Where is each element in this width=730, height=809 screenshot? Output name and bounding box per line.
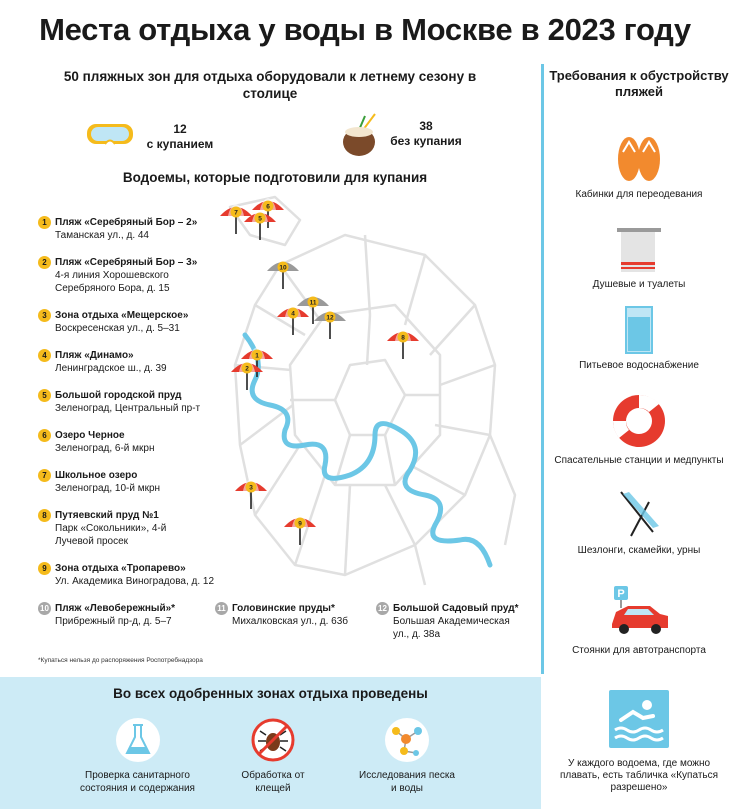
check-item bbox=[70, 717, 205, 795]
check-item bbox=[357, 717, 457, 795]
spot-address: Зеленоград, Центральный пр-т bbox=[55, 403, 201, 414]
requirement-label: Кабинки для переодевания bbox=[575, 189, 703, 200]
page-title: Места отдыха у воды в Москве в 2023 году bbox=[39, 12, 691, 47]
divider bbox=[541, 64, 544, 674]
spot-address: Ул. Академика Виноградова, д. 12 bbox=[55, 576, 215, 587]
requirement-label: Питьевое водоснабжение bbox=[579, 360, 699, 371]
spot-address: Ленинградское ш., д. 39 bbox=[55, 363, 167, 374]
spot-name: Зона отдыха «Тропарево» bbox=[55, 563, 186, 574]
moscow-map bbox=[225, 195, 525, 590]
spot-number: 6 bbox=[38, 429, 51, 442]
svg-text:7: 7 bbox=[234, 209, 238, 217]
spot-number: 1 bbox=[38, 216, 51, 229]
svg-text:1: 1 bbox=[255, 352, 259, 360]
stat-bathing-label: с купанием bbox=[146, 137, 214, 151]
stat-bathing bbox=[140, 122, 220, 152]
spot-number: 4 bbox=[38, 349, 51, 362]
requirement-item bbox=[548, 488, 730, 557]
umbrella-pin-icon bbox=[233, 477, 269, 511]
requirement-item bbox=[548, 305, 730, 372]
spot-item bbox=[42, 216, 225, 242]
requirement-item bbox=[548, 134, 730, 201]
stat-no-bathing-count: 38 bbox=[419, 119, 433, 133]
lifebuoy-icon bbox=[607, 392, 671, 450]
flip-flops-icon bbox=[609, 134, 669, 184]
spot-address: Парк «Сокольники», 4-й Лучевой просек bbox=[55, 523, 167, 547]
spot-address: Таманская ул., д. 44 bbox=[55, 230, 149, 241]
spot-number: 7 bbox=[38, 469, 51, 482]
check-item bbox=[228, 717, 318, 795]
svg-text:10: 10 bbox=[279, 264, 287, 272]
spot-name: Пляж «Левобережный»* bbox=[55, 603, 176, 614]
spot-number: 3 bbox=[38, 309, 51, 322]
stat-bathing-count: 12 bbox=[173, 122, 187, 136]
coconut-drink-icon bbox=[335, 112, 383, 158]
svg-text:11: 11 bbox=[309, 299, 317, 307]
spot-address: Большая Академическая ул., д. 38а bbox=[393, 616, 510, 640]
requirement-item bbox=[548, 584, 730, 657]
spot-name: Большой Садовый пруд* bbox=[393, 603, 519, 614]
water-glass-icon bbox=[609, 305, 669, 355]
spot-name: Путяевский пруд №1 bbox=[55, 510, 159, 521]
svg-text:4: 4 bbox=[291, 310, 295, 318]
svg-text:P: P bbox=[617, 588, 625, 600]
svg-text:9: 9 bbox=[298, 520, 302, 528]
svg-text:8: 8 bbox=[401, 334, 405, 342]
svg-text:2: 2 bbox=[245, 365, 249, 373]
spot-name: Головинские пруды* bbox=[232, 603, 335, 614]
umbrella-pin-icon bbox=[312, 307, 348, 341]
spot-address: Зеленоград, 6-й мкрн bbox=[55, 443, 155, 454]
towel-icon bbox=[609, 226, 669, 274]
bottom-title: Во всех одобренных зонах отдыха проведены bbox=[113, 686, 428, 701]
spot-item bbox=[40, 602, 210, 628]
goggles-icon bbox=[85, 118, 135, 150]
spot-number: 5 bbox=[38, 389, 51, 402]
spot-number: 12 bbox=[376, 602, 389, 615]
swim-sign-note bbox=[548, 690, 730, 794]
requirement-label: Спасательные станции и медпункты bbox=[554, 455, 724, 466]
spot-address: Михалковская ул., д. 63б bbox=[232, 616, 348, 627]
subtitle: 50 пляжных зон для отдыха оборудовали к летнему сезону в столице bbox=[63, 69, 477, 101]
requirement-item bbox=[548, 226, 730, 291]
molecule-icon bbox=[384, 717, 430, 763]
requirement-label: Шезлонги, скамейки, урны bbox=[577, 545, 701, 556]
requirement-label: Душевые и туалеты bbox=[592, 279, 686, 290]
spot-item bbox=[42, 469, 225, 495]
deck-chair-icon bbox=[609, 488, 669, 540]
svg-text:5: 5 bbox=[258, 215, 262, 223]
requirement-label: Стоянки для автотранспорта bbox=[572, 645, 706, 656]
parking-car-icon bbox=[604, 584, 674, 640]
spot-item bbox=[217, 602, 352, 628]
umbrella-pin-icon bbox=[385, 327, 421, 361]
spot-name: Зона отдыха «Мещерское» bbox=[55, 310, 189, 321]
svg-text:3: 3 bbox=[249, 484, 253, 492]
spot-number: 9 bbox=[38, 562, 51, 575]
umbrella-pin-icon bbox=[282, 513, 318, 547]
spot-item bbox=[42, 256, 220, 295]
spot-address: Прибрежный пр-д, д. 5–7 bbox=[55, 616, 172, 627]
spot-item bbox=[42, 309, 225, 335]
spot-name: Пляж «Динамо» bbox=[55, 350, 134, 361]
spot-name: Пляж «Серебряный Бор – 2» bbox=[55, 217, 198, 228]
swimmer-icon bbox=[609, 690, 669, 748]
spot-number: 10 bbox=[38, 602, 51, 615]
stat-no-bathing bbox=[384, 119, 468, 149]
spot-name: Озеро Черное bbox=[55, 430, 125, 441]
spots-title: Водоемы, которые подготовили для купания bbox=[122, 170, 428, 185]
spot-item bbox=[42, 389, 230, 415]
spot-item bbox=[42, 562, 235, 588]
spot-address: Зеленоград, 10-й мкрн bbox=[55, 483, 161, 494]
umbrella-pin-icon bbox=[275, 303, 311, 337]
umbrella-pin-icon bbox=[242, 208, 278, 242]
spot-item bbox=[378, 602, 528, 641]
footnote: *Купаться нельзя до распоряжения Роспотребнадзора bbox=[38, 657, 203, 664]
stat-no-bathing-label: без купания bbox=[390, 134, 462, 148]
no-tick-icon bbox=[250, 717, 296, 763]
requirement-item bbox=[548, 392, 730, 467]
spot-number: 2 bbox=[38, 256, 51, 269]
bottom-panel bbox=[0, 677, 541, 809]
swim-sign-text: У каждого водоема, где можно плавать, есть табличка «Купаться разрешено» bbox=[559, 758, 719, 793]
umbrella-pin-icon bbox=[229, 358, 265, 392]
spot-number: 11 bbox=[215, 602, 228, 615]
svg-text:12: 12 bbox=[326, 314, 334, 322]
check-label: Обработка от клещей bbox=[241, 770, 305, 794]
umbrella-pin-icon bbox=[265, 257, 301, 291]
spot-item bbox=[42, 509, 190, 548]
svg-text:6: 6 bbox=[266, 203, 270, 211]
spot-item bbox=[42, 349, 225, 375]
flask-icon bbox=[115, 717, 161, 763]
requirements-title: Требования к обустройству пляжей bbox=[549, 68, 729, 99]
spot-name: Школьное озеро bbox=[55, 470, 138, 481]
spot-item bbox=[42, 429, 225, 455]
spot-address: 4-я линия Хорошевского Серебряного Бора, д. 15 bbox=[55, 270, 170, 294]
check-label: Проверка санитарного состояния и содержания bbox=[80, 770, 195, 794]
spot-number: 8 bbox=[38, 509, 51, 522]
spot-name: Большой городской пруд bbox=[55, 390, 182, 401]
spot-name: Пляж «Серебряный Бор – 3» bbox=[55, 257, 198, 268]
check-label: Исследования песка и воды bbox=[359, 770, 455, 794]
spot-address: Воскресенская ул., д. 5–31 bbox=[55, 323, 180, 334]
